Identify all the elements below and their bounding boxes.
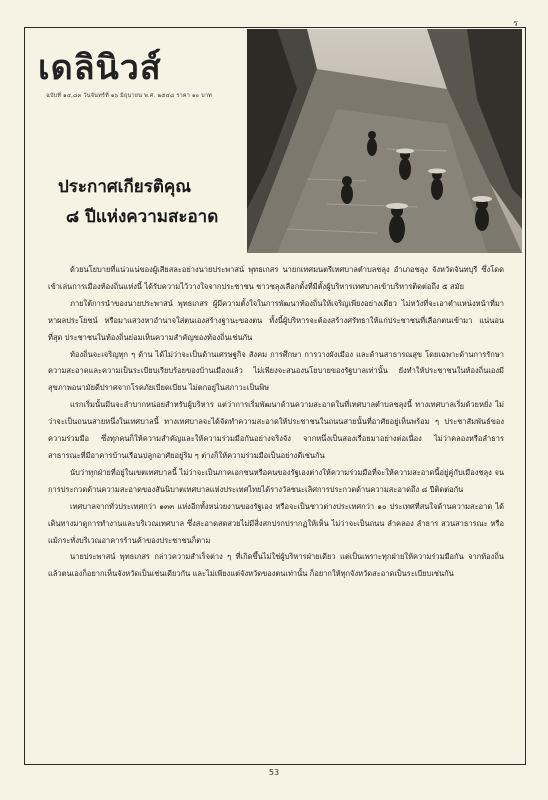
newspaper-masthead	[30, 36, 244, 156]
paragraph: เทศบาลจากทั่วประเทศกว่า ๑๓๓ แห่งอีกทั้งหน่วยงานของรัฐเอง หรือจะเป็นชาวต่างประเทศกว่า ๑๐ ประเทศที่สนใจด้านความสะอาด ได้เดินทางมาดูการทำงานและบริเวณเทศบาล ซึ่งสะอาดสดสวยไม่มีสิ่งสกปรกปรากฏให้เห็น ไม่ว่าจะเป็นถนน ลำคลอง ลำธาร สวนสาธารณะ หรือแม้กระทั่งบริเวณอาคารร้านค้าของประชาชนก็ตาม	[48, 501, 504, 545]
page-number: 53	[268, 768, 280, 777]
article-headline	[58, 172, 238, 238]
paragraph: แรกเริ่มนั้นมีนจะลำบากหน่อยสำหรับผู้บริหาร แต่ว่าการเริ่มพัฒนาด้านความสะอาดในที่เทศบาลตำบลชลุงนี้ ทางเทศบาลเริ่มด้วยหยั่ง ไม่ว่าจะเป็นถนนสายหนึ่งในเทศบาลนี้ ทางเทศบาลจะได้จัดทำความสะอาดให้ประชาชนในถนนสายนั้นที่อาศัยอยู่เห็นพร้อม ๆ ประชาสัมพันธ์ของความร่วมมือ ซึ่งทุกคนก็ให้ความสำคัญและให้ความร่วมมือกันอย่างจริงจัง จากหนึ่งเป็นสองเรื่อยมาอย่างต่อเนื่อง ไม่ว่าคลองหรือลำธารสาธารณะที่มีอาคารบ้านเรือนปลูกอาศัยอยู่ริม ๆ ต่างก็ให้ความร่วมมือเป็นอย่างดีเช่นกัน	[48, 400, 504, 460]
paragraph: นายประพาสน์ พุทธเกสร กล่าวความสำเร็จต่าง ๆ ที่เกิดขึ้นไม่ใช่ผู้บริหารฝ่ายเดียว แต่เป็นเพราะทุกฝ่ายให้ความร่วมมือกัน จากท้องถิ่นแล้วตนเองก็อยากเห็นจังหวัดเป็นเช่นเดียวกัน และไม่เพียงแต่จังหวัดของตนเท่านั้น ก็อยากให้ทุกจังหวัดสะอาดเป็นระเบียบเช่นกัน	[48, 552, 504, 579]
headline-line-1: ประกาศเกียรติคุณ	[58, 177, 192, 197]
paragraph: ท้องถิ่นจะเจริญทุก ๆ ด้าน ได้ไม่ว่าจะเป็นด้านเศรษฐกิจ สังคม การศึกษา การวางผังเมือง และด้านสาธารณสุข โดยเฉพาะด้านการรักษาความสะอาดและความเป็นระเบียบเรียบร้อยของบ้านเมืองแล้ว ไม่เพียงจะสนองนโยบายของรัฐบาลเท่านั้น ยังทำให้ประชาชนในท้องถิ่นเองมีสุขภาพอนามัยดีปราศจากโรคภัยเบียดเบียน ไม่ตกอยู่ในสภาวะเป็นพิษ	[48, 349, 504, 393]
issue-info: ฉบับที่ ๑๔,๘๓ วันจันทร์ที่ ๑๖ มิถุนายน พ.ศ. ๒๕๔๘ ราคา ๑๐ บาท	[46, 93, 212, 99]
article-body	[48, 262, 504, 742]
corner-mark: ร	[513, 19, 518, 29]
paragraph: ภายใต้การนำของนายประพาสน์ พุทธเกสร ผู้มีความตั้งใจในการพัฒนาท้องถิ่นให้เจริญเพียงอย่างเดียว ไม่หวังที่จะเอาตำแหน่งหน้าที่มาหาผลประโยชน์ หรือมาแสวงหาอำนาจใส่ตนเองสร้างฐานะของตน ทั้งนี้ผู้บริหารจะต้องสร้างศรัทธาให้แก่ประชาชนที่เลือกตนเข้ามา แน่นอนที่สุด ประชาชนในท้องถิ่นย่อมเห็นความสำคัญของท้องถิ่นเช่นกัน	[48, 298, 504, 342]
paragraph: ด้วยนโยบายที่แน่วแน่ของผู้เสียสละอย่างนายประพาสน์ พุทธเกสร นายกเทศมนตรีเทศบาลตำบลชลุง อำเภอชลุง จังหวัดจันทบุรี ซึ่งโดดเข้าเล่นการเมืองท้องถิ่นแห่งนี้ ได้รับความไว้วางใจจากประชาชน ชาวชลุงเลือกตั้งที่มีตั้งผู้บริหารเทศบาลเข้าบริหารติดต่อถึง ๕ สมัย	[48, 265, 504, 291]
paragraph: นับว่าทุกฝ่ายที่อยู่ในเขตเทศบาลนี้ ไม่ว่าจะเป็นภาคเอกชนหรือคนของรัฐเองต่างให้ความร่วมมือที่จะให้ความสะอาดนี้อยู่คู่กับเมืองชลุง จนการประกวดด้านความสะอาดของสันนิบาตเทศบาลแห่งประเทศไทยได้รางวัลชนะเลิศการประกวดด้านความสะอาดถึง ๘ ปีติดต่อกัน	[48, 467, 504, 494]
newspaper-logo: เดลินิวส์	[38, 48, 162, 88]
canal-cleaning-photo	[247, 29, 522, 253]
headline-line-2: ๘ ปีแห่งความสะอาด	[66, 207, 219, 227]
